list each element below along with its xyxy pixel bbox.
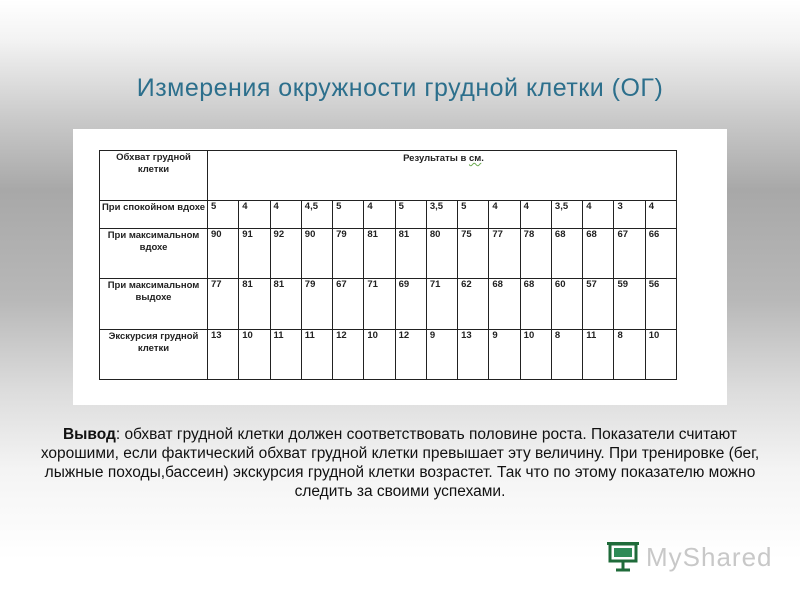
row-label-cell: При максимальном выдохе — [100, 279, 208, 329]
conclusion-text — [40, 425, 760, 501]
table-row — [100, 329, 677, 379]
value-cell: 80 — [426, 228, 457, 278]
value-cell: 3,5 — [551, 201, 582, 228]
logo-text: MyShared — [646, 542, 773, 572]
value-cell: 67 — [614, 228, 645, 278]
value-cell: 4 — [270, 201, 301, 228]
value-cell: 12 — [395, 329, 426, 379]
value-cell: 77 — [489, 228, 520, 278]
chest-measurement-table — [99, 150, 677, 380]
value-cell: 81 — [364, 228, 395, 278]
value-cell: 9 — [489, 329, 520, 379]
value-cell: 4 — [583, 201, 614, 228]
conclusion-body: : обхват грудной клетки должен соответствовать половине роста. Показатели считают хорошими, если фактический обхват грудной клетки превышает эту величину. При тренировке (бег, лыжные походы,бассеин) экскурсия грудной клетки возрастет. Так что по этому показателю можно следить за своими успехами. — [40, 426, 760, 500]
value-cell: 68 — [583, 228, 614, 278]
value-cell: 10 — [239, 329, 270, 379]
value-cell: 5 — [333, 201, 364, 228]
value-cell: 81 — [239, 279, 270, 329]
value-cell: 13 — [208, 329, 239, 379]
value-cell: 68 — [520, 279, 551, 329]
table-row — [100, 279, 677, 329]
results-header-suffix: . — [481, 153, 484, 164]
value-cell: 91 — [239, 228, 270, 278]
value-cell: 3,5 — [426, 201, 457, 228]
value-cell: 56 — [645, 279, 676, 329]
value-cell: 8 — [614, 329, 645, 379]
value-cell: 71 — [426, 279, 457, 329]
value-cell: 75 — [458, 228, 489, 278]
value-cell: 78 — [520, 228, 551, 278]
value-cell: 10 — [364, 329, 395, 379]
row-label-cell: При максимальном вдохе — [100, 228, 208, 278]
value-cell: 4,5 — [301, 201, 332, 228]
myshared-logo — [606, 538, 773, 572]
value-cell: 57 — [583, 279, 614, 329]
value-cell: 10 — [520, 329, 551, 379]
value-cell: 69 — [395, 279, 426, 329]
value-cell: 60 — [551, 279, 582, 329]
conclusion-lead: Вывод — [62, 426, 116, 443]
table-panel — [73, 129, 727, 405]
value-cell: 62 — [458, 279, 489, 329]
results-header-cell — [208, 151, 677, 201]
value-cell: 59 — [614, 279, 645, 329]
table-row — [100, 228, 677, 278]
value-cell: 71 — [364, 279, 395, 329]
value-cell: 79 — [333, 228, 364, 278]
value-cell: 10 — [645, 329, 676, 379]
value-cell: 68 — [551, 228, 582, 278]
row-label-cell: При спокойном вдохе — [100, 201, 208, 228]
value-cell: 12 — [333, 329, 364, 379]
value-cell: 9 — [426, 329, 457, 379]
value-cell: 4 — [239, 201, 270, 228]
value-cell: 67 — [333, 279, 364, 329]
value-cell: 90 — [301, 228, 332, 278]
value-cell: 4 — [364, 201, 395, 228]
value-cell: 81 — [395, 228, 426, 278]
value-cell: 66 — [645, 228, 676, 278]
value-cell: 5 — [208, 201, 239, 228]
row-label-cell: Экскурсия грудной клетки — [100, 329, 208, 379]
value-cell: 3 — [614, 201, 645, 228]
value-cell: 5 — [395, 201, 426, 228]
value-cell: 79 — [301, 279, 332, 329]
slide-title: Измерения окружности грудной клетки (ОГ) — [136, 74, 664, 102]
value-cell: 4 — [520, 201, 551, 228]
value-cell: 4 — [645, 201, 676, 228]
value-cell: 68 — [489, 279, 520, 329]
results-header-unit: см — [468, 153, 482, 164]
value-cell: 81 — [270, 279, 301, 329]
value-cell: 11 — [270, 329, 301, 379]
value-cell: 5 — [458, 201, 489, 228]
results-header-prefix: Результаты в — [403, 153, 469, 164]
value-cell: 11 — [301, 329, 332, 379]
table-row — [100, 201, 677, 228]
value-cell: 4 — [489, 201, 520, 228]
value-cell: 77 — [208, 279, 239, 329]
value-cell: 90 — [208, 228, 239, 278]
value-cell: 92 — [270, 228, 301, 278]
value-cell: 8 — [551, 329, 582, 379]
table-header-row — [100, 151, 677, 201]
value-cell: 13 — [458, 329, 489, 379]
value-cell: 11 — [583, 329, 614, 379]
corner-header-cell: Обхват грудной клетки — [100, 151, 208, 201]
presentation-board-icon — [606, 538, 640, 572]
